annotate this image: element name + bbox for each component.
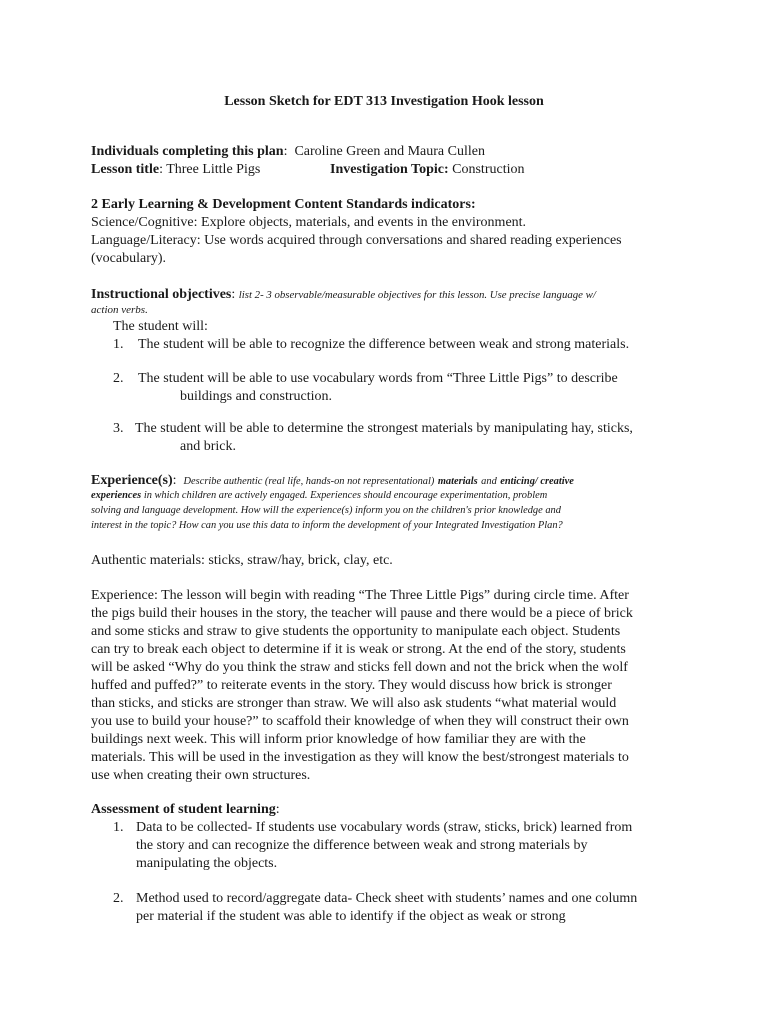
document-title: Lesson Sketch for EDT 313 Investigation Hook lesson: [224, 94, 544, 109]
experience-line: will be asked “Why do you think the straw and sticks fell down and not the brick when the wolf: [91, 660, 628, 675]
assessment-text: manipulating the objects.: [136, 856, 278, 871]
objective-number: 2.: [113, 371, 124, 386]
assessment-text: per material if the student was able to identify if the object as weak or strong: [136, 909, 566, 924]
standard-language-line1: Language/Literacy: Use words acquired through conversations and shared reading experiences: [91, 233, 622, 248]
experience-hint-d: enticing/ creative: [500, 476, 574, 487]
assessment-number: 2.: [113, 891, 124, 906]
assessment-text: Data to be collected- If students use vocabulary words (straw, sticks, brick) learned from: [136, 820, 633, 835]
experience-hint-a: Describe authentic (real life, hands-on not representational): [183, 476, 435, 487]
experience-colon: :: [172, 473, 177, 488]
experience-hint-b: materials: [437, 476, 478, 487]
authentic-materials: Authentic materials: sticks, straw/hay, brick, clay, etc.: [91, 553, 393, 568]
objective-number: 1.: [113, 337, 124, 352]
experience-label: Experience(s): [91, 473, 173, 488]
objective-text-cont: and brick.: [180, 439, 236, 454]
assessment-text: Method used to record/aggregate data- Check sheet with students’ names and one column: [136, 891, 638, 906]
standard-science: Science/Cognitive: Explore objects, materials, and events in the environment.: [91, 215, 527, 230]
experience-line: you use to build your house?” to scaffold their knowledge of when they will construct their own: [91, 714, 629, 729]
individuals-label: Individuals completing this plan: [91, 144, 284, 159]
experience-line: Experience: The lesson will begin with reading “The Three Little Pigs” during circle time. After: [91, 588, 629, 603]
objective-text: The student will be able to recognize the difference between weak and strong materials.: [138, 337, 630, 352]
standards-heading: 2 Early Learning & Development Content Standards indicators:: [91, 197, 476, 212]
objectives-header: [91, 286, 596, 304]
experience-line: buildings next week. This will inform prior knowledge of how familiar they are with the: [91, 732, 586, 747]
assessment-header: [91, 801, 280, 819]
objective-number: 3.: [113, 421, 124, 436]
standard-language-line2: (vocabulary).: [91, 251, 167, 266]
assessment-colon: :: [275, 802, 280, 817]
experience-hint-line3: solving and language development. How will the experience(s) inform you on the children's prior knowledge and: [91, 505, 561, 516]
experience-line: huffed and puffed?” to reiterate events in the story. They would discuss how brick is stronger: [91, 678, 612, 693]
individuals-line: [91, 143, 485, 161]
individuals-colon: :: [283, 144, 288, 159]
topic-line: [330, 161, 524, 179]
experience-hint-line2: [91, 488, 547, 503]
assessment-label: Assessment of student learning: [91, 802, 276, 817]
experience-line: materials. This will be used in the investigation as they will know the best/strongest materials to: [91, 750, 629, 765]
objective-text: The student will be able to use vocabulary words from “Three Little Pigs” to describe: [138, 371, 618, 386]
experience-hint-c: and: [481, 476, 497, 487]
experience-line: than sticks, and sticks are stronger than straw. We will also ask students “what material would: [91, 696, 617, 711]
lesson-title-label: Lesson title: [91, 162, 160, 177]
experience-hint-e: experiences: [91, 490, 142, 501]
experience-line: can try to break each object to determine if it is weak or strong. At the end of the story, students: [91, 642, 626, 657]
objectives-hint-line2: action verbs.: [91, 304, 148, 316]
lesson-title-line: [91, 161, 260, 179]
assessment-text: the story and can recognize the difference between weak and strong materials by: [136, 838, 588, 853]
experience-hint-f: in which children are actively engaged. Experiences should encourage experimentation, problem: [143, 490, 548, 501]
lesson-title-value: : Three Little Pigs: [159, 162, 261, 177]
objective-text-cont: buildings and construction.: [180, 389, 333, 404]
topic-label: Investigation Topic:: [330, 162, 449, 177]
objectives-label: Instructional objectives: [91, 287, 232, 302]
objectives-colon: :: [231, 287, 236, 302]
assessment-number: 1.: [113, 820, 124, 835]
objectives-hint-line1: list 2- 3 observable/measurable objectives for this lesson. Use precise language w/: [238, 289, 596, 301]
experience-hint-line4: interest in the topic? How can you use this data to inform the development of your Integrated Investigation Plan?: [91, 520, 563, 531]
topic-value: Construction: [452, 162, 525, 177]
individuals-value: Caroline Green and Maura Cullen: [294, 144, 485, 159]
experience-line: and some sticks and straw to give students the opportunity to manipulate each object. Students: [91, 624, 621, 639]
experience-line: the pigs build their houses in the story, the teacher will pause and there would be a piece of brick: [91, 606, 633, 621]
student-will: The student will:: [113, 319, 208, 334]
experience-line: use when creating their own structures.: [91, 768, 311, 783]
objective-text: The student will be able to determine the strongest materials by manipulating hay, sticks,: [135, 421, 633, 436]
